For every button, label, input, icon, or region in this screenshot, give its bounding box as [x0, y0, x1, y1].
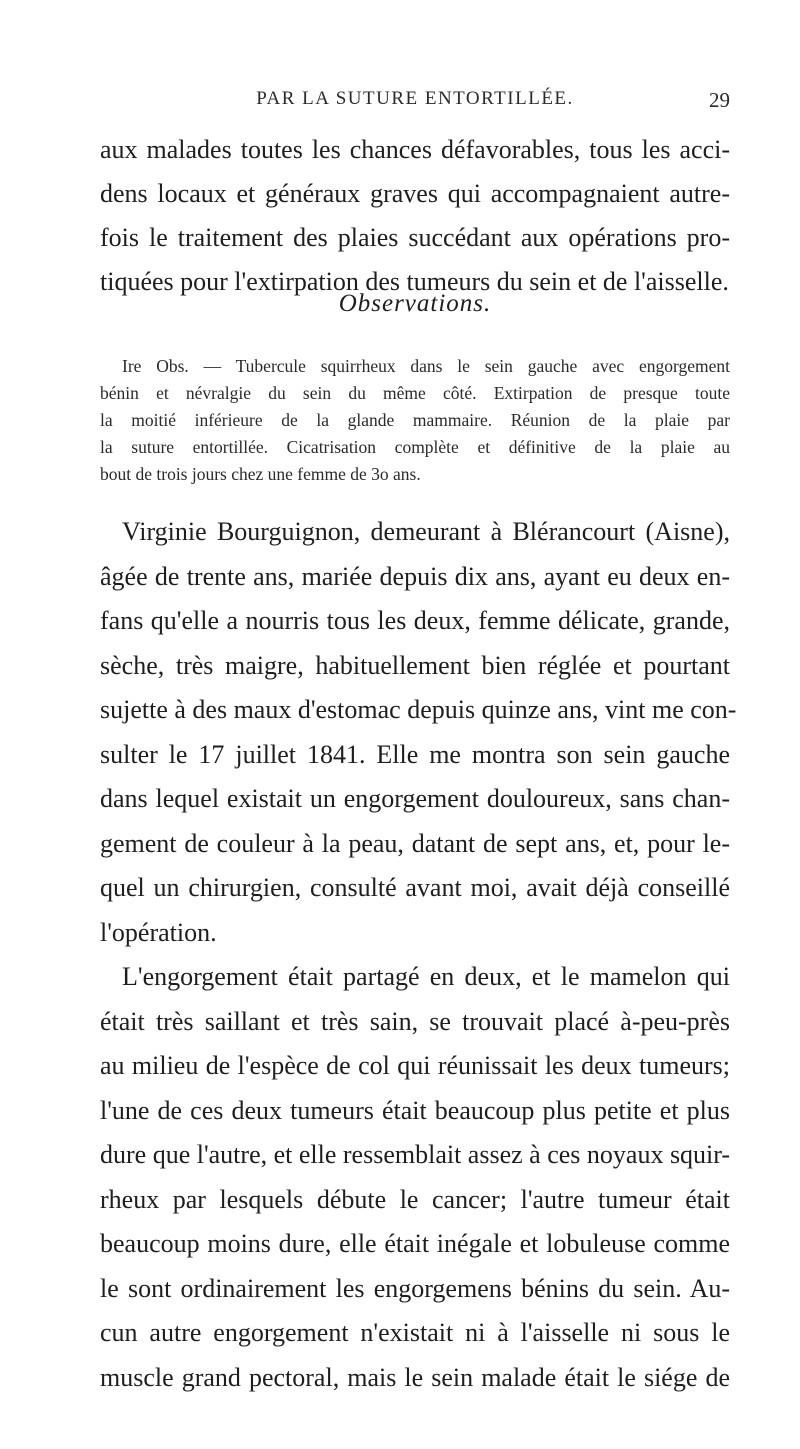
- section-title: Observations.: [338, 290, 492, 317]
- body-line: beaucoup moins dure, elle était inégale et lobuleuse comme: [100, 1229, 730, 1258]
- body-line: au milieu de l'espèce de col qui réunissait les deux tumeurs;: [100, 1051, 730, 1080]
- body-line: l'opération.: [100, 917, 217, 947]
- summary-line: Ire Obs. — Tubercule squirrheux dans le sein gauche avec engorgement: [122, 356, 730, 376]
- observation-summary: [100, 353, 730, 488]
- text-line: fois le traitement des plaies succédant aux opérations pro-: [100, 223, 730, 252]
- body-line: âgée de trente ans, mariée depuis dix ans, ayant eu deux en-: [100, 561, 730, 591]
- body-line: dure que l'autre, et elle ressemblait assez à ces noyaux squir-: [100, 1140, 731, 1169]
- body-line: sulter le 17 juillet 1841. Elle me montra son sein gauche: [100, 739, 730, 769]
- text-line: dens locaux et généraux graves qui accompagnaient autre-: [100, 179, 730, 208]
- summary-line: la suture entortillée. Cicatrisation complète et définitive de la plaie au: [100, 437, 730, 457]
- body-line: cun autre engorgement n'existait ni à l'aisselle ni sous le: [100, 1318, 730, 1347]
- body-line: muscle grand pectoral, mais le sein malade était le siége de: [100, 1362, 730, 1392]
- page-number: 29: [709, 88, 730, 112]
- body-line: sujette à des maux d'estomac depuis quinze ans, vint me con-: [100, 695, 737, 724]
- running-head: [100, 88, 730, 114]
- intro-paragraph: [100, 128, 730, 304]
- body-line: L'engorgement était partagé en deux, et le mamelon qui: [122, 962, 730, 991]
- body-line: le sont ordinairement les engorgemens bénins du sein. Au-: [100, 1273, 730, 1303]
- text-line: tiquées pour l'extirpation des tumeurs du sein et de l'aisselle.: [100, 267, 729, 296]
- summary-line: la moitié inférieure de la glande mammaire. Réunion de la plaie par: [100, 410, 730, 430]
- text-line: aux malades toutes les chances défavorables, tous les acci-: [100, 135, 730, 164]
- summary-line: bénin et névralgie du sein du même côté. Extirpation de presque toute: [100, 383, 730, 403]
- body-line: gement de couleur à la peau, datant de sept ans, et, pour le-: [100, 828, 730, 858]
- summary-line: bout de trois jours chez une femme de 3o ans.: [100, 464, 421, 484]
- body-line: sèche, très maigre, habituellement bien réglée et pourtant: [100, 650, 730, 680]
- running-title: PAR LA SUTURE ENTORTILLÉE.: [256, 88, 574, 109]
- body-line: fans qu'elle a nourris tous les deux, femme délicate, grande,: [100, 606, 730, 635]
- body-line: rheux par lesquels débute le cancer; l'autre tumeur était: [100, 1184, 730, 1214]
- body-line: était très saillant et très sain, se trouvait placé à-peu-près: [100, 1006, 730, 1036]
- body-line: Virginie Bourguignon, demeurant à Blérancourt (Aisne),: [122, 517, 730, 546]
- body-line: quel un chirurgien, consulté avant moi, avait déjà conseillé: [100, 873, 730, 902]
- body-line: dans lequel existait un engorgement douloureux, sans chan-: [100, 784, 730, 813]
- observation-body: [100, 510, 737, 1400]
- body-line: l'une de ces deux tumeurs était beaucoup plus petite et plus: [100, 1095, 730, 1125]
